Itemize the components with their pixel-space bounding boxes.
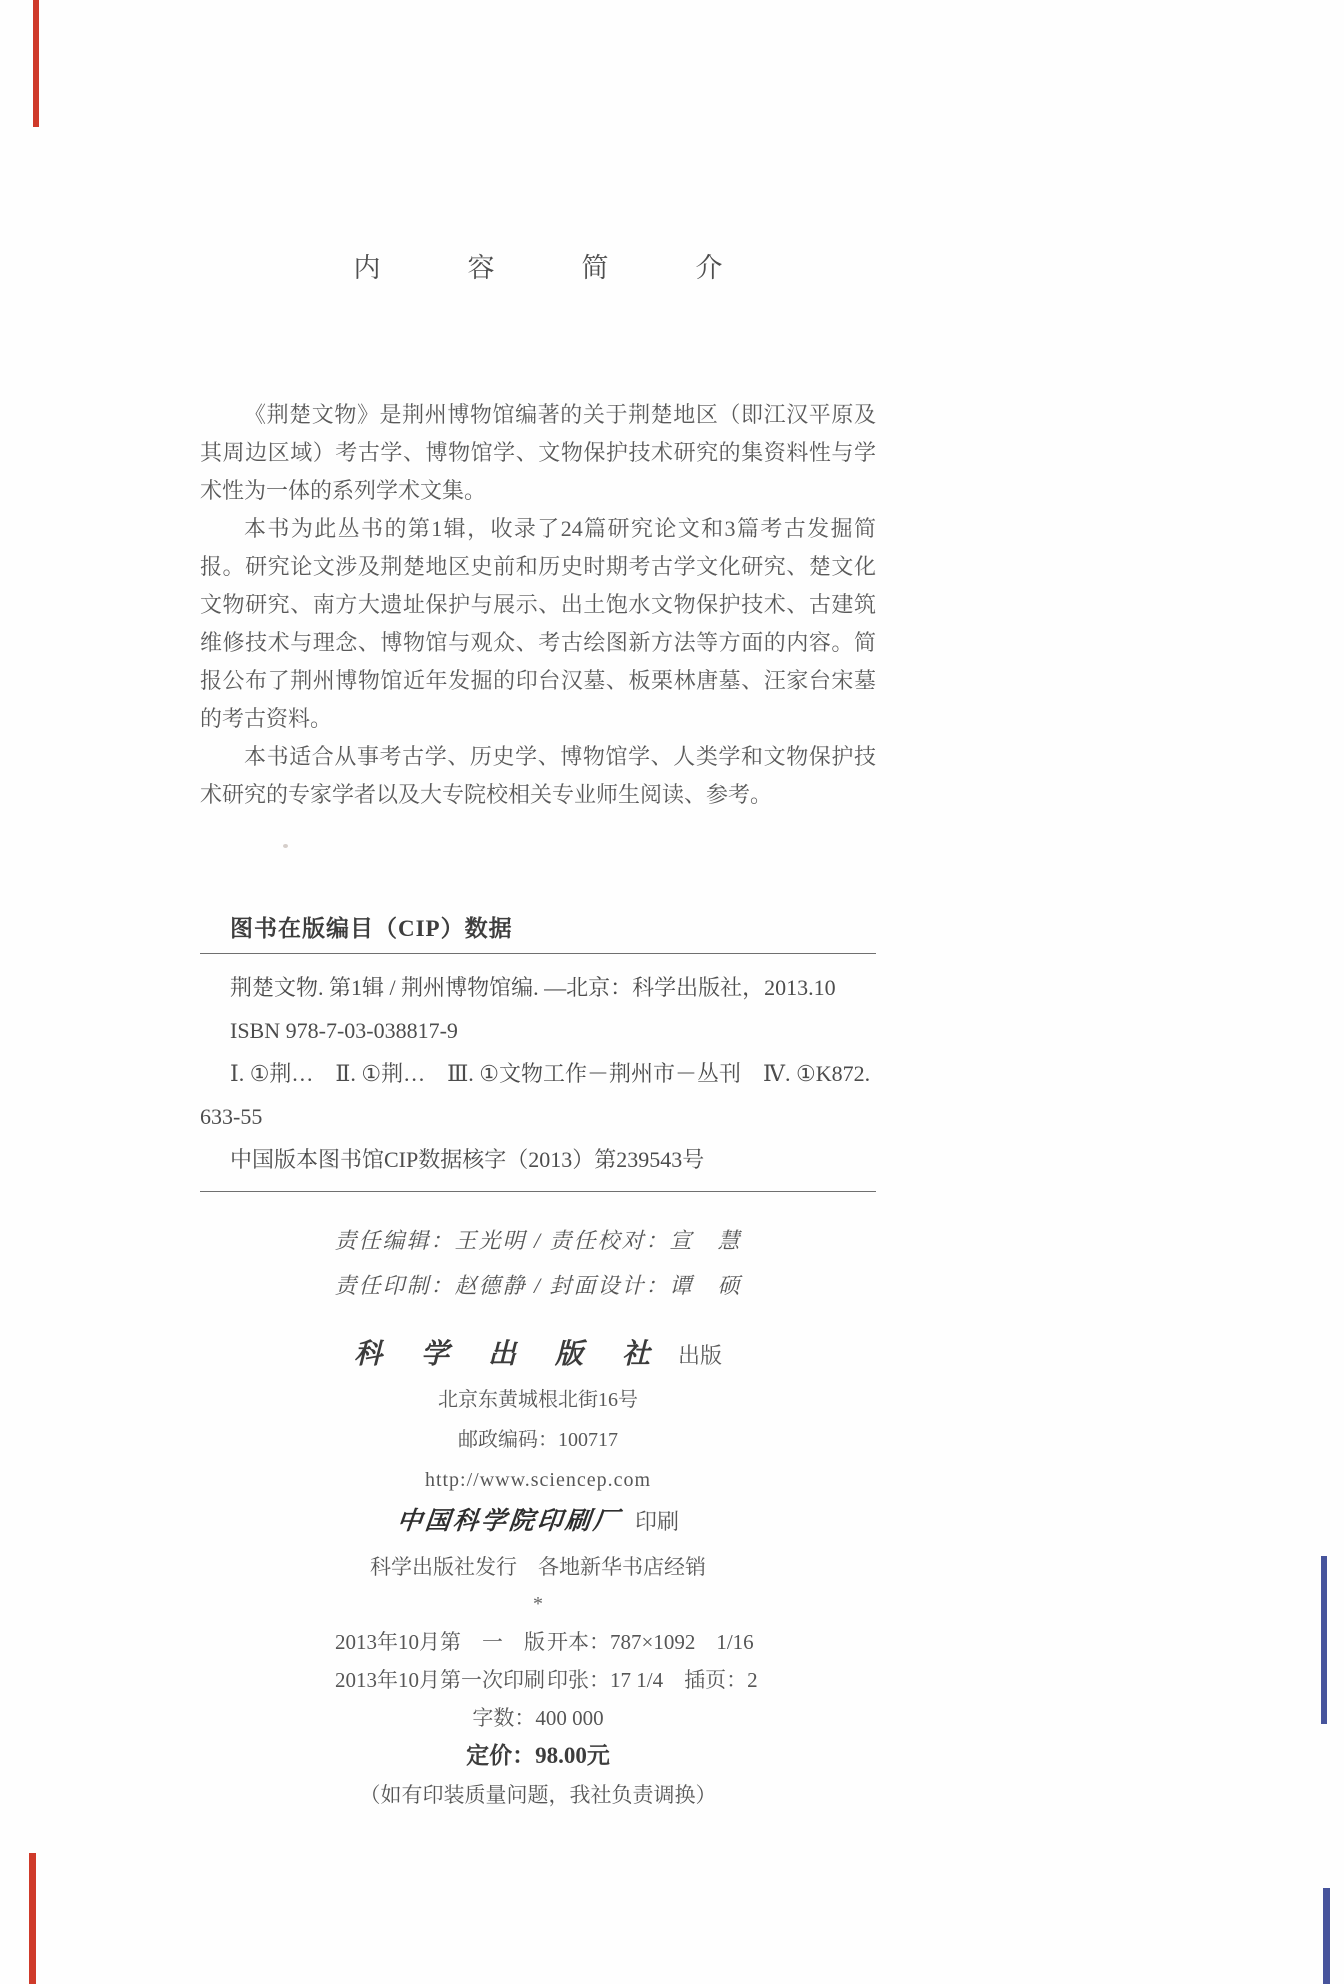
printer-name-line	[200, 1500, 876, 1547]
cip-title-line: 荆楚文物. 第1辑 / 荆州博物馆编. —北京：科学出版社，2013.10	[230, 975, 836, 1000]
scan-edge-red-bottom-left	[29, 1853, 36, 1984]
page-content	[200, 0, 876, 1815]
publisher-role-label: 出版	[678, 1343, 723, 1368]
printing-row	[200, 1661, 876, 1699]
word-count: 字数：400 000	[472, 1706, 604, 1730]
publisher-website: http://www.sciencep.com	[424, 1469, 652, 1491]
publisher-postcode: 邮政编码：100717	[458, 1429, 618, 1451]
publisher-name-line	[200, 1334, 876, 1380]
sheets-spec: 印张：17 1/4 插页：2	[547, 1668, 758, 1692]
cip-record-number-line: 中国版本图书馆CIP数据核字（2013）第239543号	[230, 1147, 705, 1172]
content-summary	[200, 396, 876, 814]
intro-paragraph-3: 本书适合从事考古学、历史学、博物馆学、人类学和文物保护技术研究的专家学者以及大专院校相关专业师生阅读、参考。	[200, 744, 876, 807]
cip-classification-line: Ⅰ. ①荆… Ⅱ. ①荆… Ⅲ. ①文物工作－荆州市－丛刊 Ⅳ. ①K872.	[230, 1061, 871, 1086]
cip-divider-bottom	[200, 1191, 876, 1192]
cip-lines	[200, 966, 876, 1181]
publisher-section	[200, 1334, 876, 1621]
staff-line-editors: 责任编辑：王光明 / 责任校对：宣 慧	[334, 1228, 742, 1253]
cip-classification-line-2: 633-55	[200, 1104, 263, 1129]
scan-edge-blue-right-bottom	[1323, 1888, 1330, 1984]
edition-row	[200, 1623, 876, 1661]
cip-header: 图书在版编目（CIP）数据	[230, 916, 513, 941]
edition-date: 2013年10月第 一 版	[335, 1630, 545, 1654]
printer-logotype: 中国科学院印刷厂	[395, 1508, 623, 1535]
distribution-line: 科学出版社发行 各地新华书店经销	[370, 1555, 706, 1579]
intro-paragraph-1: 《荆楚文物》是荆州博物馆编著的关于荆楚地区（即江汉平原及其周边区域）考古学、博物馆学、文物保护技术研究的集资料性与学术性为一体的系列学术文集。	[200, 402, 876, 503]
intro-paragraph-2: 本书为此丛书的第1辑，收录了24篇研究论文和3篇考古发掘简报。研究论文涉及荆楚地区史前和历史时期考古学文化研究、楚文化文物研究、南方大遗址保护与展示、出土饱水文物保护技术、古建筑维修技术与理念、博物馆与观众、考古绘图新方法等方面的内容。简报公布了荆州博物馆近年发掘的印台汉墓、板栗林唐墓、汪家台宋墓的考古资料。	[200, 516, 876, 731]
printer-role-label: 印刷	[635, 1509, 680, 1534]
quality-note: （如有印装质量问题，我社负责调换）	[359, 1783, 717, 1807]
scan-edge-blue-right-mid	[1321, 1556, 1327, 1724]
publisher-logotype: 科 学 出 版 社	[353, 1339, 666, 1370]
star-separator: *	[533, 1593, 543, 1615]
cip-isbn-line: ISBN 978-7-03-038817-9	[230, 1018, 458, 1043]
format-spec: 开本：787×1092 1/16	[547, 1630, 754, 1654]
content-summary-title: 内 容 简 介	[353, 253, 753, 283]
scan-edge-red-top-left	[33, 0, 39, 127]
cip-divider-top	[200, 953, 876, 954]
staff-credits	[200, 1218, 876, 1308]
price: 定价：98.00元	[466, 1743, 610, 1768]
print-info-section	[200, 1623, 876, 1815]
printing-date: 2013年10月第一次印刷	[335, 1668, 545, 1692]
staff-line-printing-design: 责任印制：赵德静 / 封面设计：谭 硕	[334, 1273, 742, 1298]
publisher-address: 北京东黄城根北街16号	[438, 1389, 638, 1411]
cip-data-section	[200, 914, 876, 1192]
